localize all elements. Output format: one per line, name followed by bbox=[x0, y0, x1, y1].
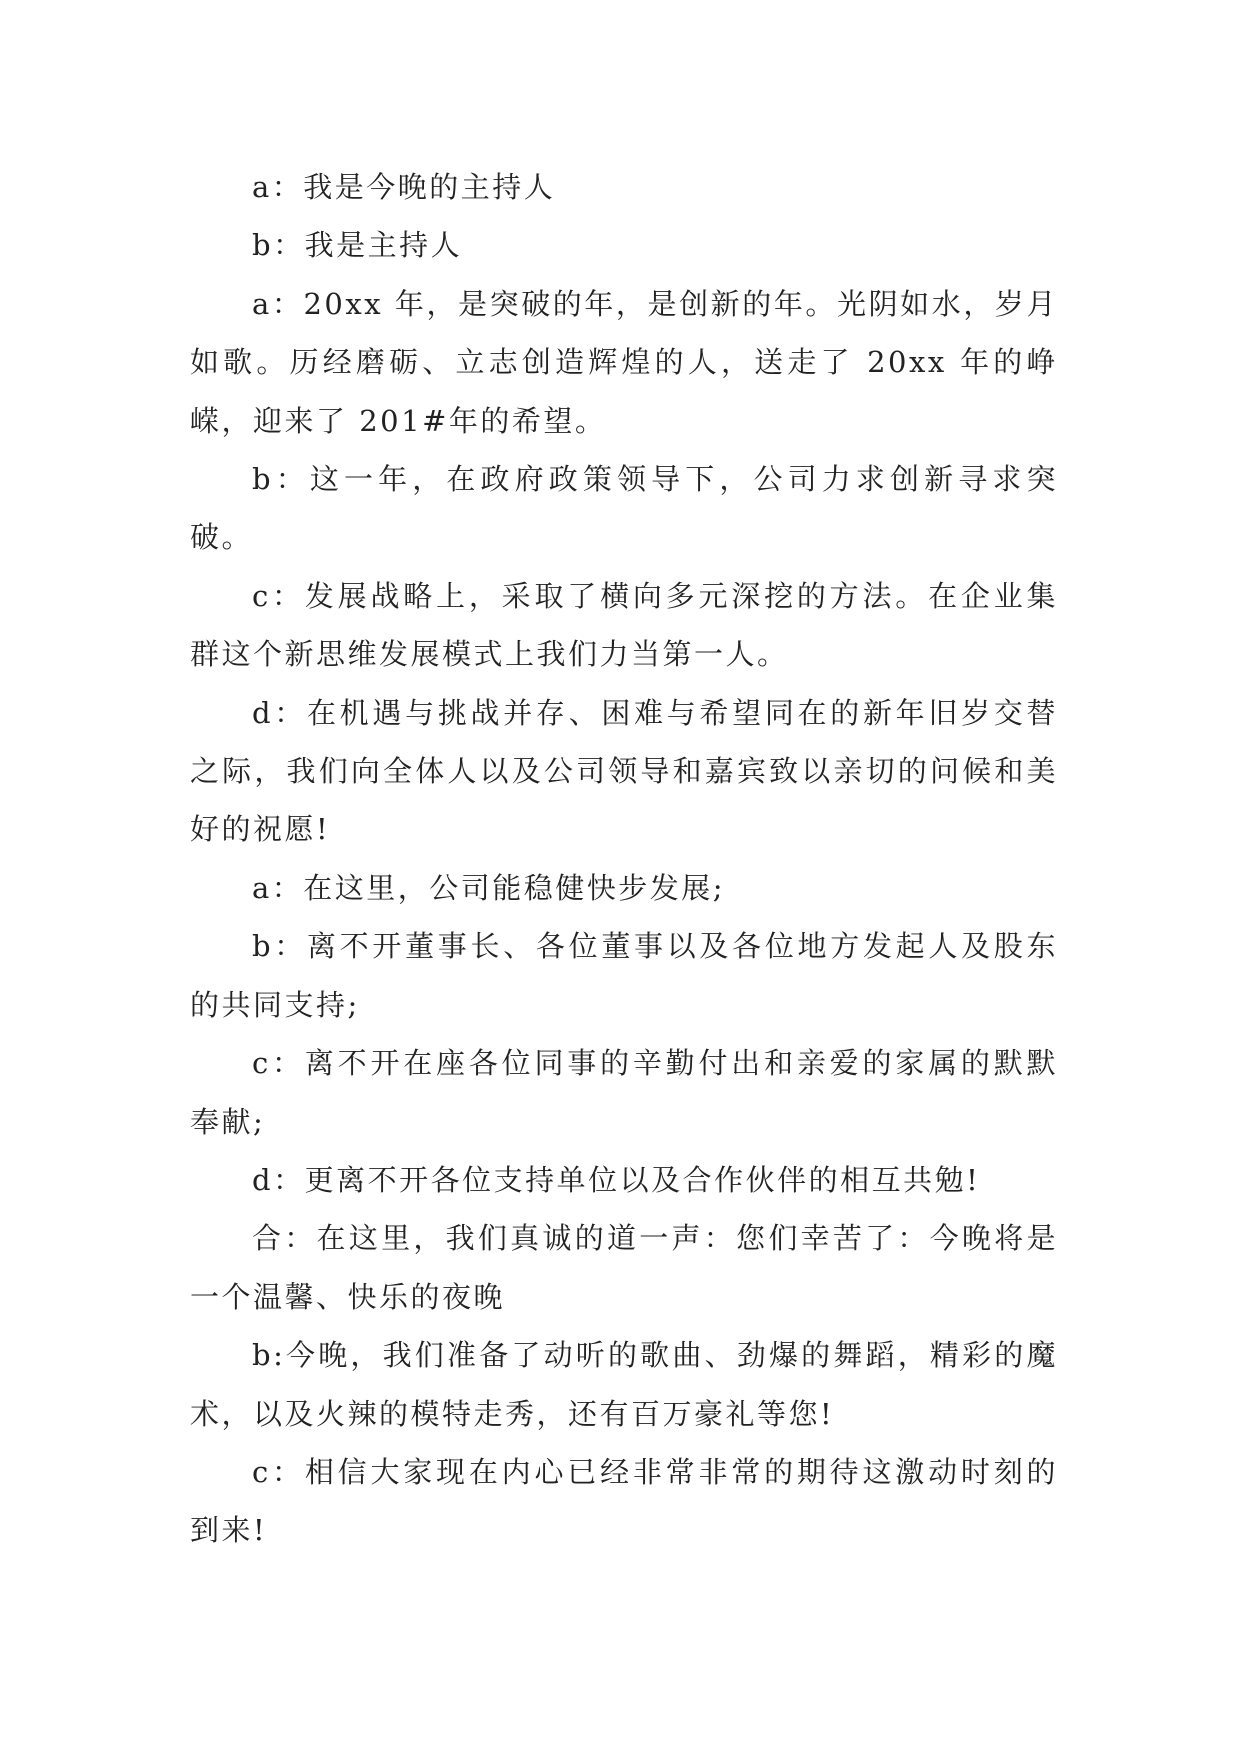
paragraph: a：在这里，公司能稳健快步发展; bbox=[252, 870, 726, 905]
paragraph: a：20xx 年，是突破的年，是创新的年。光阴如水，岁月如歌。历经磨砺、立志创造辉煌的人，送走了 20xx 年的峥嵘，迎来了 201#年的希望。 bbox=[190, 286, 1058, 438]
paragraph: 合：在这里，我们真诚的道一声：您们幸苦了：今晚将是一个温馨、快乐的夜晚 bbox=[190, 1221, 1058, 1314]
paragraph: d：在机遇与挑战并存、困难与希望同在的新年旧岁交替之际，我们向全体人以及公司领导和嘉宾致以亲切的问候和美好的祝愿! bbox=[190, 695, 1058, 847]
paragraph: d：更离不开各位支持单位以及合作伙伴的相互共勉! bbox=[252, 1162, 981, 1197]
document-page bbox=[190, 158, 1058, 1560]
paragraph: a：我是今晚的主持人 bbox=[252, 170, 556, 204]
paragraph: b:今晚，我们准备了动听的歌曲、劲爆的舞蹈，精彩的魔术，以及火辣的模特走秀，还有百万豪礼等您! bbox=[190, 1338, 1058, 1431]
paragraph: c：相信大家现在内心已经非常非常的期待这激动时刻的到来! bbox=[190, 1454, 1058, 1548]
paragraph: b：我是主持人 bbox=[252, 228, 463, 263]
paragraph: b：这一年，在政府政策领导下，公司力求创新寻求突破。 bbox=[190, 462, 1058, 555]
paragraph: c：离不开在座各位同事的辛勤付出和亲爱的家属的默默奉献; bbox=[190, 1046, 1058, 1139]
paragraph: c：发展战略上，采取了横向多元深挖的方法。在企业集群这个新思维发展模式上我们力当第一人。 bbox=[190, 578, 1058, 672]
paragraph: b：离不开董事长、各位董事以及各位地方发起人及股东的共同支持; bbox=[190, 929, 1058, 1022]
